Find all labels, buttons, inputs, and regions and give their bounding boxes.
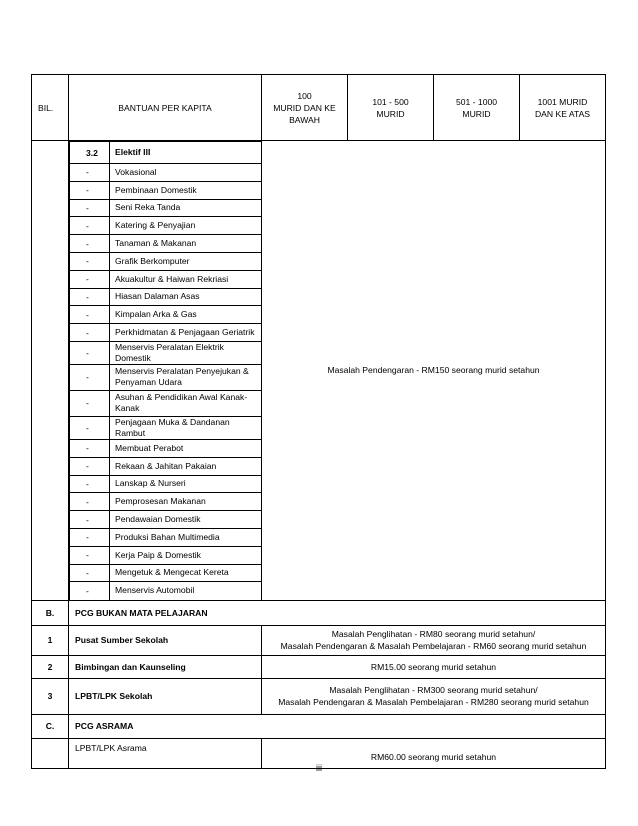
section-b-label: B. — [32, 600, 69, 625]
list-item-dash: - — [70, 457, 110, 475]
row-number: 2 — [32, 655, 69, 678]
list-item — [70, 252, 262, 270]
section-c-title: PCG ASRAMA — [69, 714, 606, 738]
list-item — [70, 199, 262, 217]
list-item-label: Rekaan & Jahitan Pakaian — [110, 457, 262, 475]
document-page — [31, 74, 605, 769]
list-item-dash: - — [70, 439, 110, 457]
row-number: 3 — [32, 678, 69, 714]
row-name: Pusat Sumber Sekolah — [69, 625, 262, 655]
header-col-101-500 — [348, 75, 434, 141]
list-item-dash: - — [70, 564, 110, 582]
list-item — [70, 324, 262, 342]
header-col-1001 — [520, 75, 606, 141]
list-item-label: Menservis Automobil — [110, 582, 262, 600]
row-name: LPBT/LPK Asrama — [69, 738, 262, 768]
list-item-dash: - — [70, 546, 110, 564]
list-item-label: Membuat Perabot — [110, 439, 262, 457]
elektif-row — [32, 141, 606, 601]
list-item — [70, 270, 262, 288]
list-item — [70, 390, 262, 416]
list-item-label: Produksi Bahan Multimedia — [110, 528, 262, 546]
row-name: LPBT/LPK Sekolah — [69, 678, 262, 714]
list-item-dash: - — [70, 324, 110, 342]
header-col-501-1000 — [434, 75, 520, 141]
list-item-label: Vokasional — [110, 164, 262, 182]
section-c-row — [32, 714, 606, 738]
list-item — [70, 493, 262, 511]
header-col-100-line2: MURID DAN KE — [273, 102, 336, 113]
header-col-100-line1: 100 — [297, 90, 312, 101]
list-item-dash: - — [70, 252, 110, 270]
header-col-101-500-line2: MURID — [376, 108, 405, 119]
list-item — [70, 475, 262, 493]
table-header-row — [32, 75, 606, 141]
section-c-label: C. — [32, 714, 69, 738]
list-item — [70, 457, 262, 475]
list-item — [70, 288, 262, 306]
elektif-number: 3.2 — [70, 142, 110, 164]
list-item — [70, 582, 262, 600]
header-bil: BIL. — [32, 75, 69, 141]
row-rate — [262, 625, 606, 655]
list-item-dash: - — [70, 235, 110, 253]
header-col-501-1000-line1: 501 - 1000 — [455, 96, 498, 107]
section-b-row — [32, 600, 606, 625]
list-item-dash: - — [70, 582, 110, 600]
table-row — [32, 625, 606, 655]
header-col-100 — [262, 75, 348, 141]
list-item — [70, 528, 262, 546]
list-item-label: Akuakultur & Haiwan Rekriasi — [110, 270, 262, 288]
elektif-title-row — [70, 142, 262, 164]
list-item — [70, 564, 262, 582]
list-item-label: Pemprosesan Makanan — [110, 493, 262, 511]
list-item-dash: - — [70, 493, 110, 511]
table-row — [32, 678, 606, 714]
row-rate-line1: Masalah Penglihatan - RM300 seorang murid setahun/ — [329, 685, 538, 696]
list-item-label: Hiasan Dalaman Asas — [110, 288, 262, 306]
list-item-dash: - — [70, 528, 110, 546]
header-col-101-500-line1: 101 - 500 — [372, 96, 409, 107]
list-item-label: Mengetuk & Mengecat Kereta — [110, 564, 262, 582]
row-name: Bimbingan dan Kaunseling — [69, 655, 262, 678]
list-item — [70, 364, 262, 390]
row-rate-line2: Masalah Pendengaran & Masalah Pembelajaran - RM280 seorang murid setahun — [278, 697, 589, 708]
list-item-label: Kerja Paip & Domestik — [110, 546, 262, 564]
list-item-dash: - — [70, 341, 110, 364]
header-col-1001-line2: DAN KE ATAS — [534, 108, 591, 119]
list-item — [70, 546, 262, 564]
list-item-label: Grafik Berkomputer — [110, 252, 262, 270]
list-item-label: Tanaman & Makanan — [110, 235, 262, 253]
list-item-label: Perkhidmatan & Penjagaan Geriatrik — [110, 324, 262, 342]
list-item-dash: - — [70, 288, 110, 306]
header-col-100-line3: BAWAH — [289, 114, 320, 125]
list-item-dash: - — [70, 217, 110, 235]
list-item-dash: - — [70, 270, 110, 288]
list-item — [70, 511, 262, 529]
allocation-table — [31, 74, 606, 769]
elektif-title: Elektif III — [110, 142, 262, 164]
list-item-label: Pembinaan Domestik — [110, 181, 262, 199]
elektif-list-cell — [69, 141, 262, 601]
list-item-label: Penjagaan Muka & Dandanan Rambut — [110, 416, 262, 439]
list-item-label: Menservis Peralatan Elektrik Domestik — [110, 341, 262, 364]
elektif-bil-cell — [32, 141, 69, 601]
row-rate-line2: Masalah Pendengaran & Masalah Pembelajaran - RM60 seorang murid setahun — [280, 641, 587, 652]
list-item-label: Pendawaian Domestik — [110, 511, 262, 529]
table-row — [32, 655, 606, 678]
list-item-dash: - — [70, 199, 110, 217]
list-item-label: Asuhan & Pendidikan Awal Kanak-Kanak — [110, 390, 262, 416]
list-item-dash: - — [70, 164, 110, 182]
list-item — [70, 306, 262, 324]
list-item-dash: - — [70, 306, 110, 324]
list-item-label: Lanskap & Nurseri — [110, 475, 262, 493]
header-col-501-1000-line2: MURID — [462, 108, 491, 119]
list-item-label: Kimpalan Arka & Gas — [110, 306, 262, 324]
list-item-label: Seni Reka Tanda — [110, 199, 262, 217]
row-rate: RM15.00 seorang murid setahun — [262, 655, 606, 678]
row-rate-line1: Masalah Penglihatan - RM80 seorang murid setahun/ — [331, 629, 536, 640]
list-item — [70, 181, 262, 199]
header-col-1001-line1: 1001 MURID — [537, 96, 588, 107]
list-item-dash: - — [70, 511, 110, 529]
list-item-dash: - — [70, 416, 110, 439]
list-item-label: Menservis Peralatan Penyejukan & Penyaman Udara — [110, 364, 262, 390]
list-item — [70, 235, 262, 253]
list-item — [70, 341, 262, 364]
elektif-list — [69, 141, 261, 600]
list-item-dash: - — [70, 181, 110, 199]
list-item-dash: - — [70, 364, 110, 390]
page-number: iii — [316, 763, 322, 773]
header-bantuan: BANTUAN PER KAPITA — [69, 75, 262, 141]
row-rate — [262, 678, 606, 714]
row-rate: RM60.00 seorang murid setahun — [262, 738, 606, 768]
list-item — [70, 164, 262, 182]
list-item — [70, 217, 262, 235]
list-item-dash: - — [70, 390, 110, 416]
section-b-title: PCG BUKAN MATA PELAJARAN — [69, 600, 606, 625]
row-number: 1 — [32, 625, 69, 655]
list-item — [70, 416, 262, 439]
list-item-label: Katering & Penyajian — [110, 217, 262, 235]
list-item — [70, 439, 262, 457]
list-item-dash: - — [70, 475, 110, 493]
elektif-rate-cell: Masalah Pendengaran - RM150 seorang murid setahun — [262, 141, 606, 601]
